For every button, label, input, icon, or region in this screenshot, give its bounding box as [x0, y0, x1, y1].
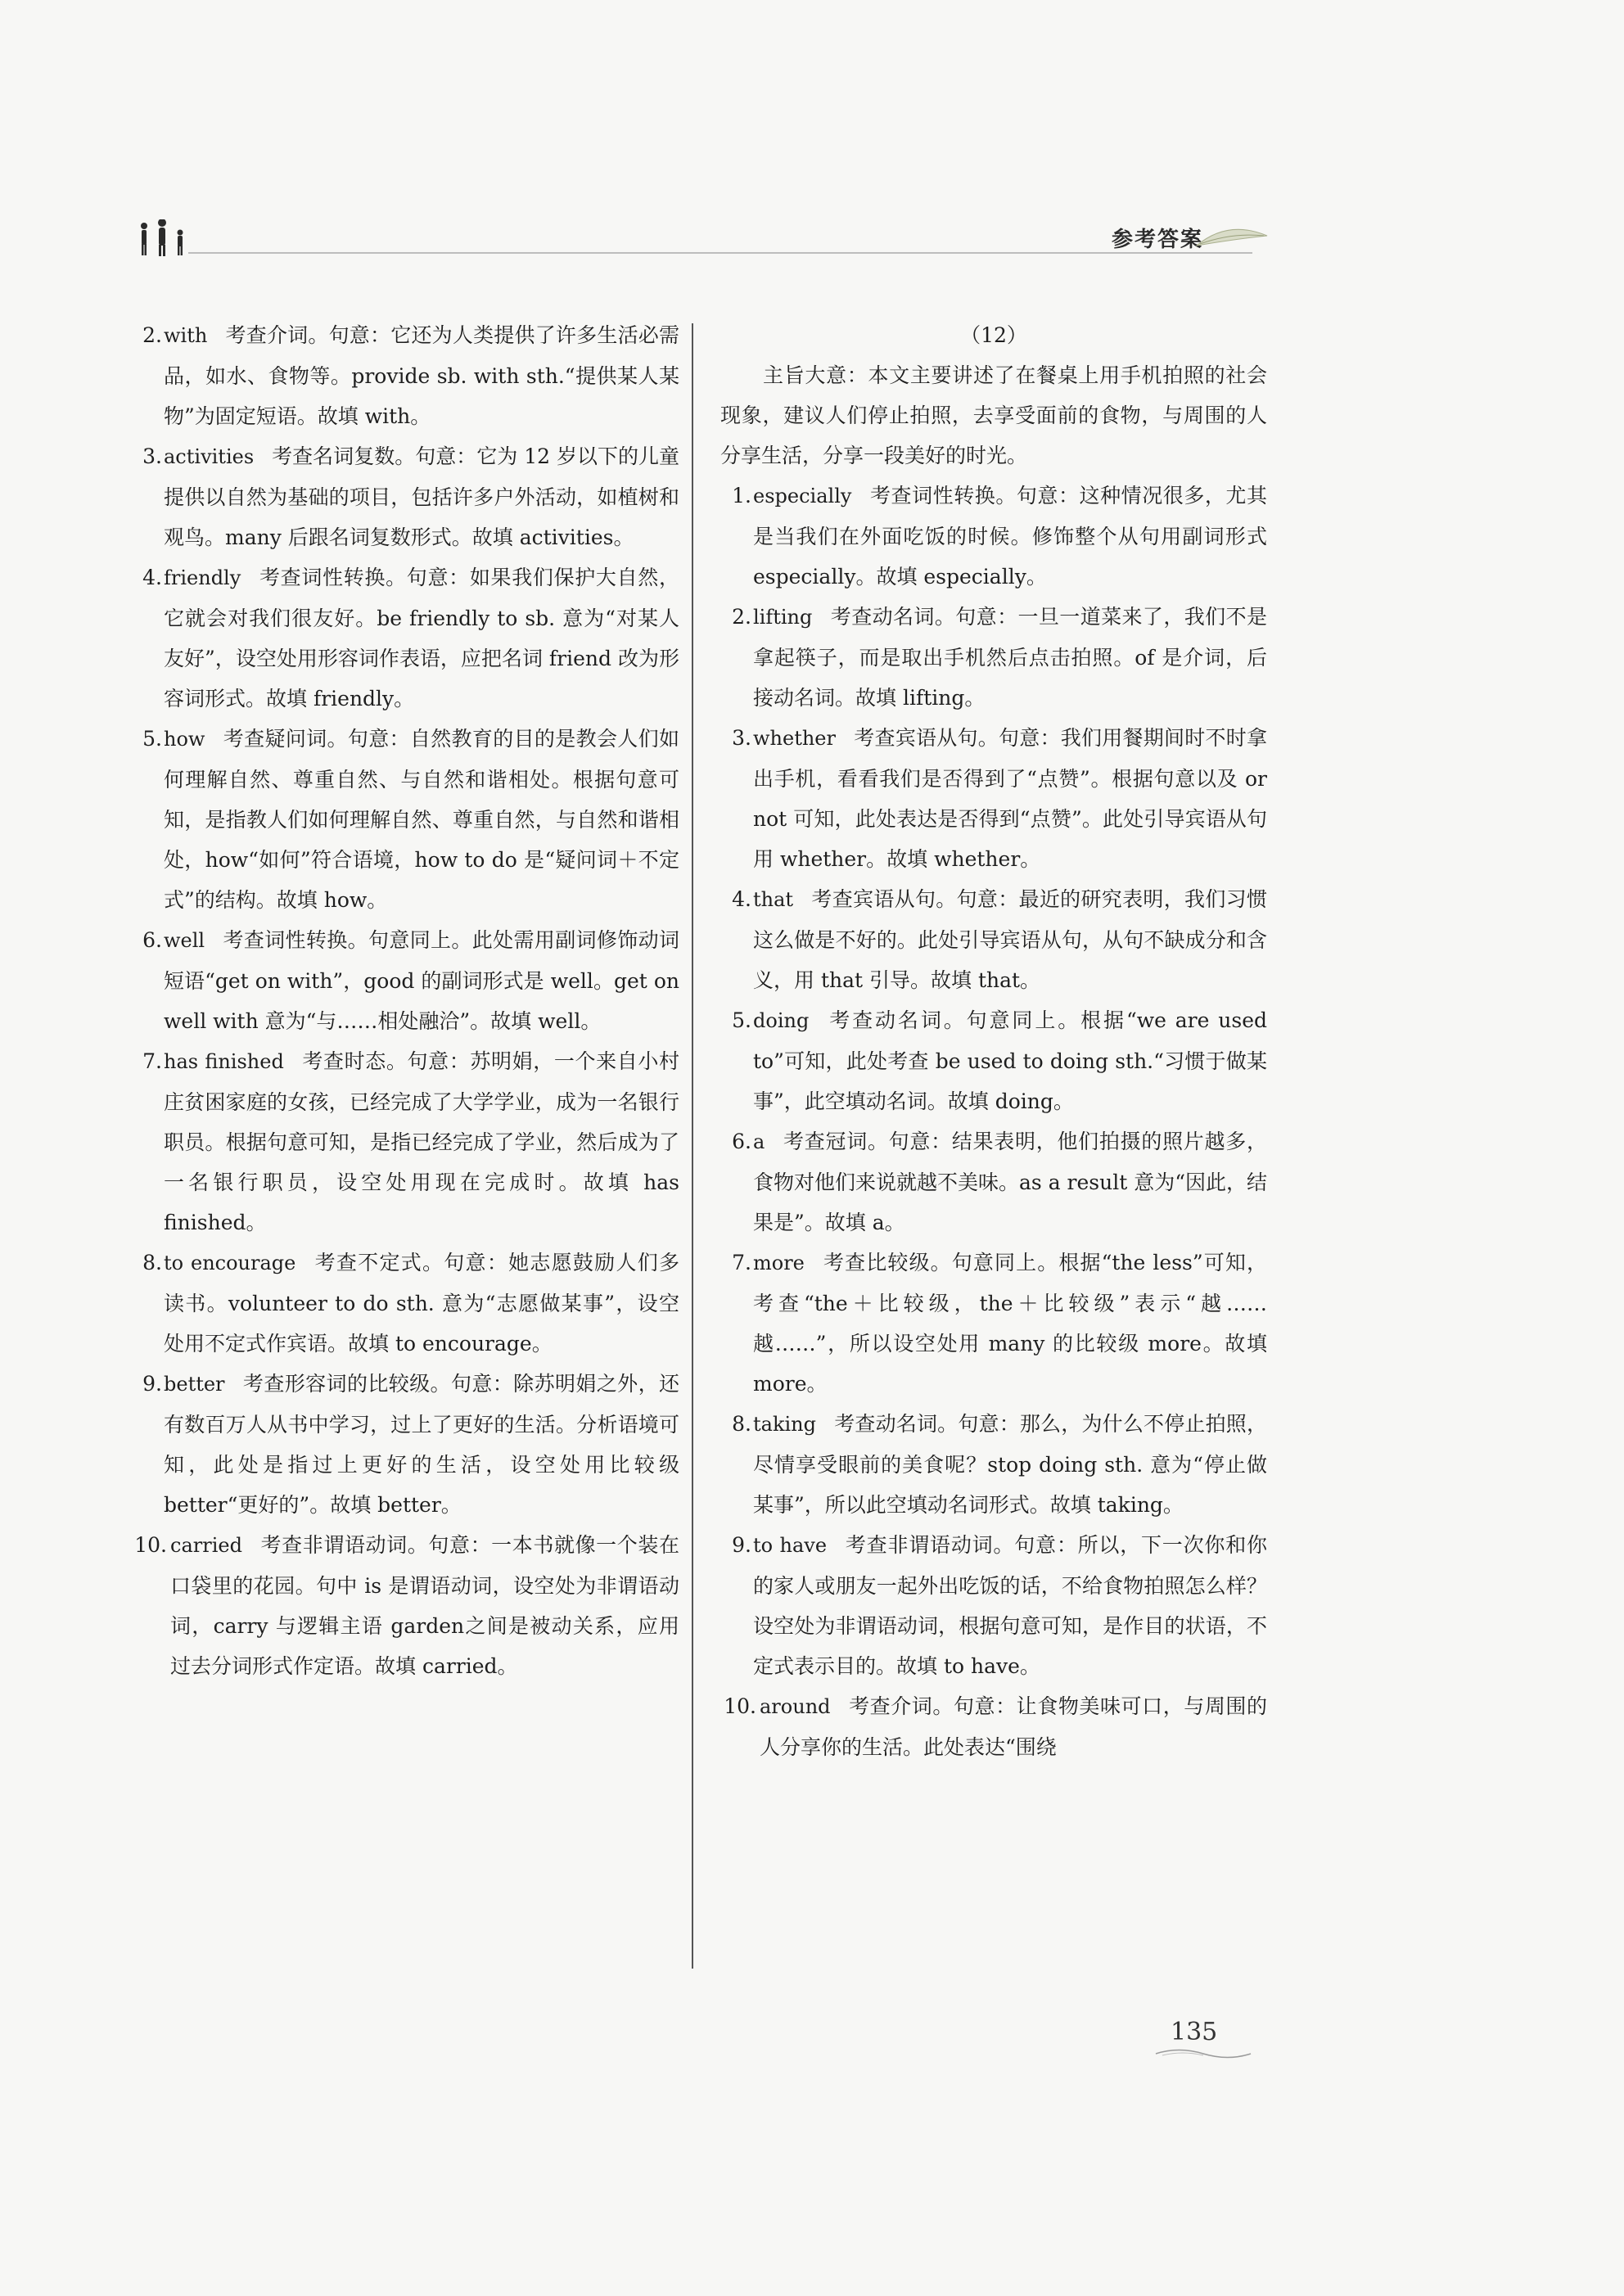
answer-item [131, 436, 679, 557]
item-explanation: 考查疑问词。句意：自然教育的目的是教会人们如何理解自然、尊重自然、与自然和谐相处。根据句意可知，是指教人们如何理解自然、尊重自然，与自然和谐相处，how“如何”符合语境，how to do 是“疑问词＋不定式”的结构。故填 how。 [164, 727, 679, 912]
item-number: 4. [732, 887, 751, 911]
answer-item [720, 1121, 1267, 1243]
item-explanation: 考查比较级。句意同上。根据“the less”可知，考查“the＋比较级，the＋比较级”表示“越……越……”，所以设空处用 many 的比较级 more。故填 more。 [753, 1251, 1267, 1396]
page-number: 135 [1171, 2018, 1218, 2046]
item-number: 3. [142, 444, 162, 468]
answer-item [720, 718, 1267, 879]
item-number: 3. [732, 726, 751, 750]
leaf-ornament-icon [1195, 221, 1269, 254]
item-number: 6. [732, 1130, 751, 1153]
item-explanation: 考查不定式。句意：她志愿鼓励人们多读书。volunteer to do sth. 意为“志愿做某事”，设空处用不定式作宾语。故填 to encourage。 [164, 1251, 679, 1355]
item-number: 7. [142, 1049, 162, 1073]
item-number: 6. [142, 928, 162, 952]
item-explanation: 考查动名词。句意：那么，为什么不停止拍照，尽情享受眼前的美食呢？stop doing sth. 意为“停止做某事”，所以此空填动名词形式。故填 taking。 [753, 1412, 1267, 1517]
item-explanation: 考查宾语从句。句意：我们用餐期间时不时拿出手机，看看我们是否得到了“点赞”。根据句意以及 or not 可知，此处表达是否得到“点赞”。此处引导宾语从句用 whether。故填 whether。 [753, 726, 1267, 871]
item-answer: to encourage [164, 1252, 296, 1274]
item-number: 4. [142, 566, 162, 589]
item-answer: especially [753, 485, 852, 507]
answer-item [131, 1041, 679, 1243]
item-number: 8. [142, 1251, 162, 1274]
item-answer: whether [753, 727, 836, 750]
item-number: 2. [142, 323, 162, 347]
answer-item [131, 1243, 679, 1364]
header-title: 参考答案 [1111, 228, 1203, 252]
answer-item [131, 1364, 679, 1525]
item-number: 1. [732, 484, 751, 507]
item-number: 9. [142, 1372, 162, 1396]
item-explanation: 考查词性转换。句意：如果我们保护大自然，它就会对我们很友好。be friendly to sb. 意为“对某人友好”，设空处用形容词作表语，应把名词 friend 改为形容词形式。故填 friendly。 [164, 566, 679, 710]
answer-item [720, 1525, 1267, 1686]
item-answer: with [164, 324, 208, 347]
item-number: 7. [732, 1251, 751, 1274]
item-answer: more [753, 1252, 805, 1274]
item-explanation: 考查时态。句意：苏明娟，一个来自小村庄贫困家庭的女孩，已经完成了大学学业，成为一名银行职员。根据句意可知，是指已经完成了学业，然后成为了一名银行职员，设空处用现在完成时。故填 has finished。 [164, 1049, 679, 1234]
item-answer: has finished [164, 1050, 284, 1073]
answer-item [720, 1404, 1267, 1525]
item-answer: better [164, 1373, 225, 1396]
main-idea: 主旨大意：本文主要讲述了在餐桌上用手机拍照的社会现象，建议人们停止拍照，去享受面前的食物，与周围的人分享生活，分享一段美好的时光。 [720, 363, 1267, 467]
item-explanation: 考查词性转换。句意同上。此处需用副词修饰动词短语“get on with”，good 的副词形式是 well。get on well with 意为“与……相处融洽”。故填 well。 [164, 928, 679, 1033]
item-answer: doing [753, 1009, 810, 1032]
item-answer: to have [753, 1534, 828, 1557]
item-answer: friendly [164, 566, 241, 589]
item-explanation: 考查冠词。句意：结果表明，他们拍摄的照片越多，食物对他们来说就越不美味。as a result 意为“因此，结果是”。故填 a。 [753, 1130, 1267, 1234]
item-explanation: 考查非谓语动词。句意：一本书就像一个装在口袋里的花园。句中 is 是谓语动词，设空处为非谓语动词，carry 与逻辑主语 garden之间是被动关系，应用过去分词形式作定语。故填 carried。 [170, 1533, 679, 1678]
item-number: 5. [732, 1008, 751, 1032]
answer-item [131, 315, 679, 436]
section-title: （12） [960, 323, 1027, 347]
item-number: 9. [732, 1533, 751, 1557]
item-explanation: 考查介词。句意：它还为人类提供了许多生活必需品，如水、食物等。provide sb. with sth.“提供某人某物”为固定短语。故填 with。 [164, 323, 679, 428]
page-header [123, 205, 1269, 270]
item-explanation: 考查非谓语动词。句意：所以，下一次你和你的家人或朋友一起外出吃饭的话，不给食物拍照怎么样？设空处为非谓语动词，根据句意可知，是作目的状语，不定式表示目的。故填 to have。 [753, 1533, 1267, 1678]
item-answer: carried [170, 1534, 242, 1557]
item-answer: around [760, 1695, 831, 1718]
item-explanation: 考查词性转换。句意：这种情况很多，尤其是当我们在外面吃饭的时候。修饰整个从句用副词形式 especially。故填 especially。 [753, 484, 1267, 589]
item-number: 5. [142, 727, 162, 751]
item-number: 8. [732, 1412, 751, 1436]
item-answer: how [164, 728, 205, 751]
item-explanation: 考查动名词。句意同上。根据“we are used to”可知，此处考查 be used to doing sth.“习惯于做某事”，此空填动名词。故填 doing。 [753, 1008, 1267, 1113]
item-answer: taking [753, 1413, 816, 1436]
answer-item [720, 597, 1267, 718]
answer-item [720, 476, 1267, 597]
item-explanation: 考查宾语从句。句意：最近的研究表明，我们习惯这么做是不好的。此处引导宾语从句，从句不缺成分和含义，用 that 引导。故填 that。 [753, 887, 1267, 992]
item-answer: a [753, 1130, 765, 1153]
answer-item [131, 719, 679, 920]
answer-item [720, 1686, 1267, 1767]
item-explanation: 考查形容词的比较级。句意：除苏明娟之外，还有数百万人从书中学习，过上了更好的生活。分析语境可知，此处是指过上更好的生活，设空处用比较级 better“更好的”。故填 better。 [164, 1372, 679, 1517]
item-explanation: 考查动名词。句意：一旦一道菜来了，我们不是拿起筷子，而是取出手机然后点击拍照。of 是介词，后接动名词。故填 lifting。 [753, 605, 1267, 710]
answer-item [131, 920, 679, 1041]
item-answer: activities [164, 445, 255, 468]
column-divider [692, 323, 693, 1969]
item-number: 10. [724, 1694, 756, 1718]
item-number: 2. [732, 605, 751, 629]
item-number: 10. [134, 1533, 167, 1557]
answer-item [720, 1243, 1267, 1404]
page-ornament-icon [1154, 2046, 1252, 2061]
answer-item [720, 1000, 1267, 1121]
item-answer: well [164, 929, 205, 952]
left-column [131, 315, 679, 1686]
answer-item [131, 557, 679, 719]
item-answer: that [753, 888, 794, 911]
answer-item [720, 879, 1267, 1000]
header-rule [188, 252, 1252, 254]
answer-item [131, 1525, 679, 1686]
item-answer: lifting [753, 606, 813, 629]
item-explanation: 考查介词。句意：让食物美味可口，与周围的人分享你的生活。此处表达“围绕 [760, 1694, 1267, 1759]
right-column [720, 315, 1267, 1767]
item-explanation: 考查名词复数。句意：它为 12 岁以下的儿童提供以自然为基础的项目，包括许多户外活动，如植树和观鸟。many 后跟名词复数形式。故填 activities。 [164, 444, 679, 549]
